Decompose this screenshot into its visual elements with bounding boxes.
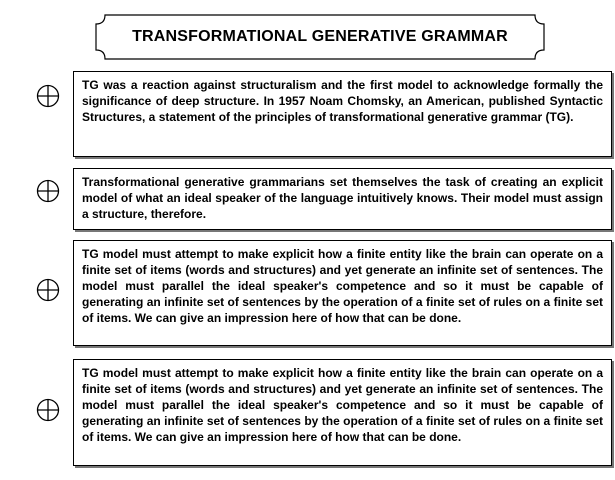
paragraph-text-4: TG model must attempt to make explicit how a finite entity like the brain can operate on a finite set of items (words and structures) and yet generate an infinite set of sentences. The model must parallel the ideal speaker's competence and so it must be capable of generating an infinite set of sentences by the operation of a finite set of rules on a finite set of items. We can give an impression here of how that can be done. — [82, 366, 603, 444]
title-banner — [95, 14, 545, 60]
paragraph-text-1: TG was a reaction against structuralism and the first model to acknowledge formally the significance of deep structure. In 1957 Noam Chomsky, an American, published Syntactic Structures, a statement of the principles of transformational generative grammar (TG). — [82, 78, 603, 124]
circled-plus-icon — [36, 179, 60, 203]
paragraph-box-4 — [73, 359, 612, 466]
paragraph-text-2: Transformational generative grammarians set themselves the task of creating an explicit model of what an ideal speaker of the language intuitively knows. Their model must assign a structure, therefore. — [82, 175, 603, 221]
circled-plus-icon — [36, 84, 60, 108]
paragraph-box-3 — [73, 240, 612, 346]
paragraph-text-3: TG model must attempt to make explicit how a finite entity like the brain can operate on a finite set of items (words and structures) and yet generate an infinite set of sentences. The model must parallel the ideal speaker's competence and so it must be capable of generating an infinite set of sentences by the operation of a finite set of rules on a finite set of items. We can give an impression here of how that can be done. — [82, 247, 603, 325]
paragraph-box-1 — [73, 71, 612, 157]
circled-plus-icon — [36, 398, 60, 422]
page-title: TRANSFORMATIONAL GENERATIVE GRAMMAR — [132, 28, 508, 45]
paragraph-box-2 — [73, 168, 612, 230]
circled-plus-icon — [36, 278, 60, 302]
